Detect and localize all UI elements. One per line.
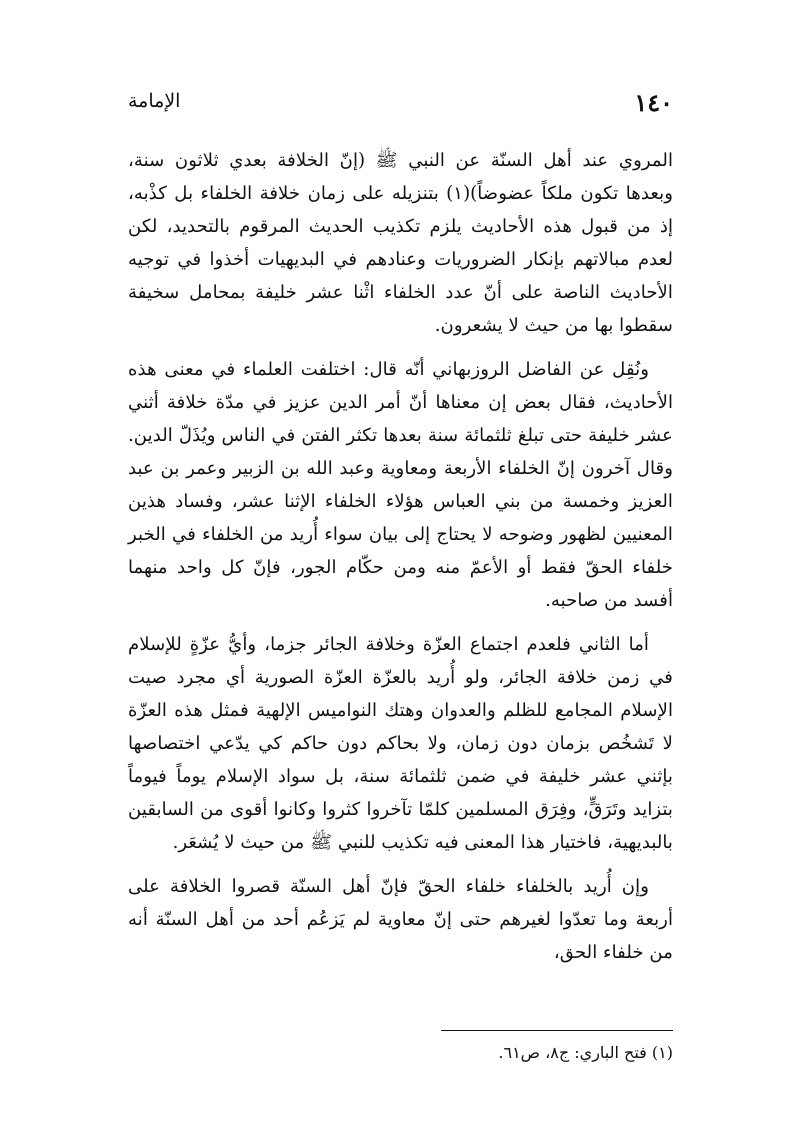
paragraph-2: ونُقِل عن الفاضل الروزبهاني أنّه قال: اختلفت العلماء في معنى هذه الأحاديث، فقال بعض إن معناها أنّ أمر الدين عزيز في مدّة خلافة أثني عشر خليفة حتى تبلغ ثلثمائة سنة بعدها تكثر الفتن في الناس ويُذَلّ الدين. وقال آخرون إنّ الخلفاء الأربعة ومعاوية وعبد الله بن الزبير وعمر بن عبد العزيز وخمسة من بني العباس هؤلاء الخلفاء الإثنا عشر، وفساد هذين المعنيين لظهور وضوحه لا يحتاج إلى بيان سواء أُريد من الخلفاء في الخبر خلفاء الحقّ فقط أو الأعمّ منه ومن حكّام الجور، فإنّ كل واحد منهما أفسد من صاحبه. xyxy=(128,359,673,611)
footnote: (١) فتح الباري: ج٨، ص٦١. xyxy=(498,1043,673,1062)
page-header xyxy=(128,86,673,122)
page-number: ١٤٠ xyxy=(634,88,673,117)
running-title: الإمامة xyxy=(128,90,181,112)
footnote-separator xyxy=(441,1030,673,1031)
paragraph-1: المروي عند أهل السنّة عن النبي ﷺ (إنّ الخلافة بعدي ثلاثون سنة، وبعدها تكون ملكاً عضوضاً)(١) بتنزيله على زمان خلافة الخلفاء بل كذْبه، إذ من قبول هذه الأحاديث يلزم تكذيب الحديث المرقوم بالتحديد، لكن لعدم مبالاتهم بإنكار الضروريات وعنادهم في البديهيات أخذوا في توجيه الأحاديث الناصة على أنّ عدد الخلفاء اثْنا عشر خليفة بمحامل سخيفة سقطوا بها من حيث لا يشعرون. xyxy=(128,150,674,336)
paragraph-4: وإن أُريد بالخلفاء خلفاء الحقّ فإنّ أهل السنّة قصروا الخلافة على أربعة وما تعدّوا لغيرهم حتى إنّ معاوية لم يَزعُم أحد من أهل السنّة أنه من خلفاء الحق، xyxy=(128,876,673,963)
paragraph-3: أما الثاني فلعدم اجتماع العزّة وخلافة الجائر جزما، وأيُّ عزّةٍ للإسلام في زمن خلافة الجائر، ولو أُريد بالعزّة العزّة الصورية أي مجرد صيت الإسلام المجامع للظلم والعدوان وهتك النواميس الإلهية فمثل هذه العزّة لا تَشخُص بزمان دون زمان، ولا بحاكم دون حاكم كي يدّعي اختصاصها بإثني عشر خليفة في ضمن ثلثمائة سنة، بل سواد الإسلام يوماً فيوماً بتزايد وتَرَقٍّ، وفِرَق المسلمين كلمّا تآخروا كثروا وكانوا أقوى من السابقين بالبديهية، فاختيار هذا المعنى فيه تكذيب للنبي ﷺ من حيث لا يُشعَر. xyxy=(128,634,673,853)
main-text xyxy=(128,144,673,980)
